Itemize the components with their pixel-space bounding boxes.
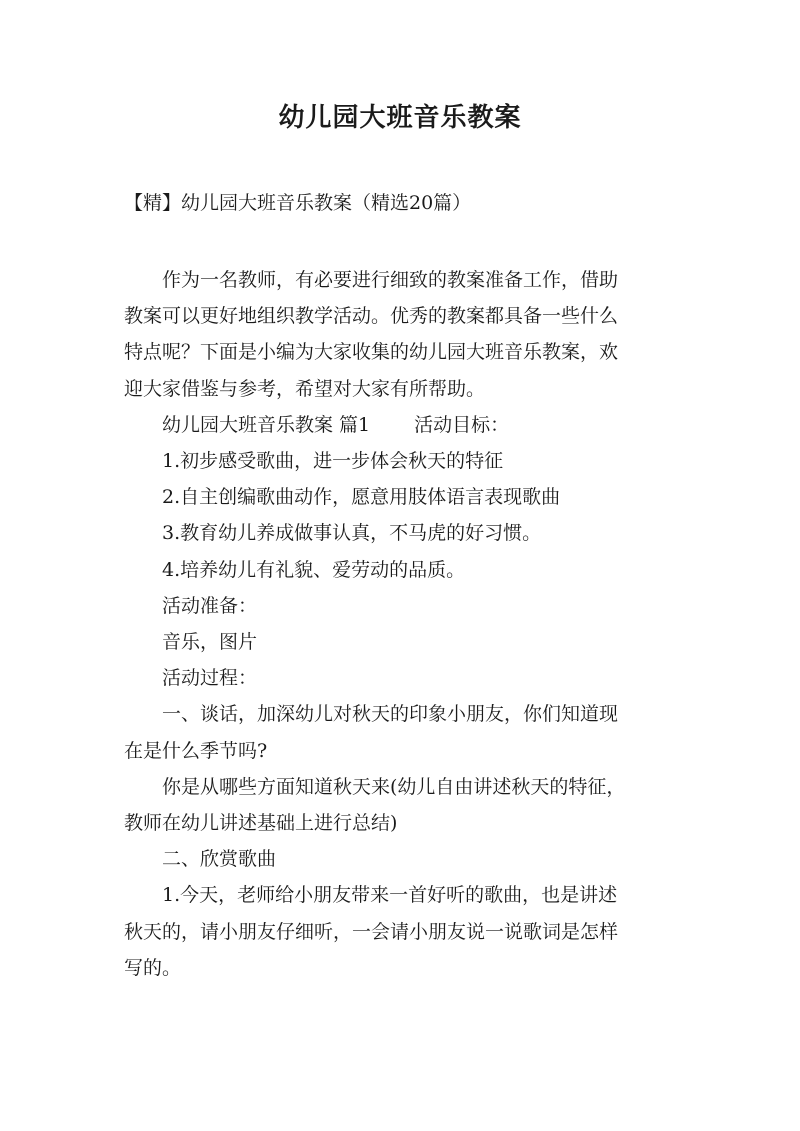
section-heading-row — [124, 407, 684, 443]
intro-line: 特点呢？下面是小编为大家收集的幼儿园大班音乐教案，欢 — [124, 341, 619, 364]
intro-line: 作为一名教师，有必要进行细致的教案准备工作，借助 — [162, 269, 619, 291]
step1-line: 在是什么季节吗? — [124, 739, 268, 762]
step1-followup-paragraph — [124, 769, 684, 841]
goal-item: 4.培养幼儿有礼貌、爱劳动的品质。 — [162, 558, 466, 581]
goal-item: 3.教育幼儿养成做事认真，不马虎的好习惯。 — [162, 522, 542, 545]
step1-followup-line: 教师在幼儿讲述基础上进行总结) — [124, 812, 398, 835]
step2-item1-line: 1.今天，老师给小朋友带来一首好听的歌曲，也是讲述 — [162, 884, 618, 907]
document-body — [124, 262, 684, 986]
step1-line: 一、谈话，加深幼儿对秋天的印象小朋友，你们知道现 — [162, 703, 619, 726]
step1-paragraph — [124, 696, 684, 768]
prep-content: 音乐，图片 — [162, 631, 258, 654]
goal-item: 1.初步感受歌曲，进一步体会秋天的特征 — [162, 450, 504, 473]
prep-label: 活动准备： — [162, 594, 258, 617]
intro-line: 迎大家借鉴与参考，希望对大家有所帮助。 — [124, 377, 486, 400]
goal-label: 活动目标： — [414, 413, 510, 436]
goal-item: 2.自主创编歌曲动作，愿意用肢体语言表现歌曲 — [162, 486, 561, 509]
step2-item1-line: 写的。 — [124, 956, 182, 979]
intro-line: 教案可以更好地组织教学活动。优秀的教案都具备一些什么 — [124, 305, 619, 328]
step1-followup-line: 你是从哪些方面知道秋天来(幼儿自由讲述秋天的特征， — [162, 775, 626, 798]
document-subtitle: 【精】幼儿园大班音乐教案（精选20篇） — [124, 192, 472, 214]
step2-heading: 二、欣赏歌曲 — [162, 848, 277, 871]
intro-paragraph — [124, 262, 684, 407]
document-title: 幼儿园大班音乐教案 — [278, 103, 522, 133]
process-label: 活动过程： — [162, 667, 258, 690]
step2-item1-line: 秋天的，请小朋友仔细听，一会请小朋友说一说歌词是怎样 — [124, 920, 619, 943]
section-heading: 幼儿园大班音乐教案 篇1 — [162, 413, 371, 436]
step2-item1-paragraph — [124, 877, 684, 986]
